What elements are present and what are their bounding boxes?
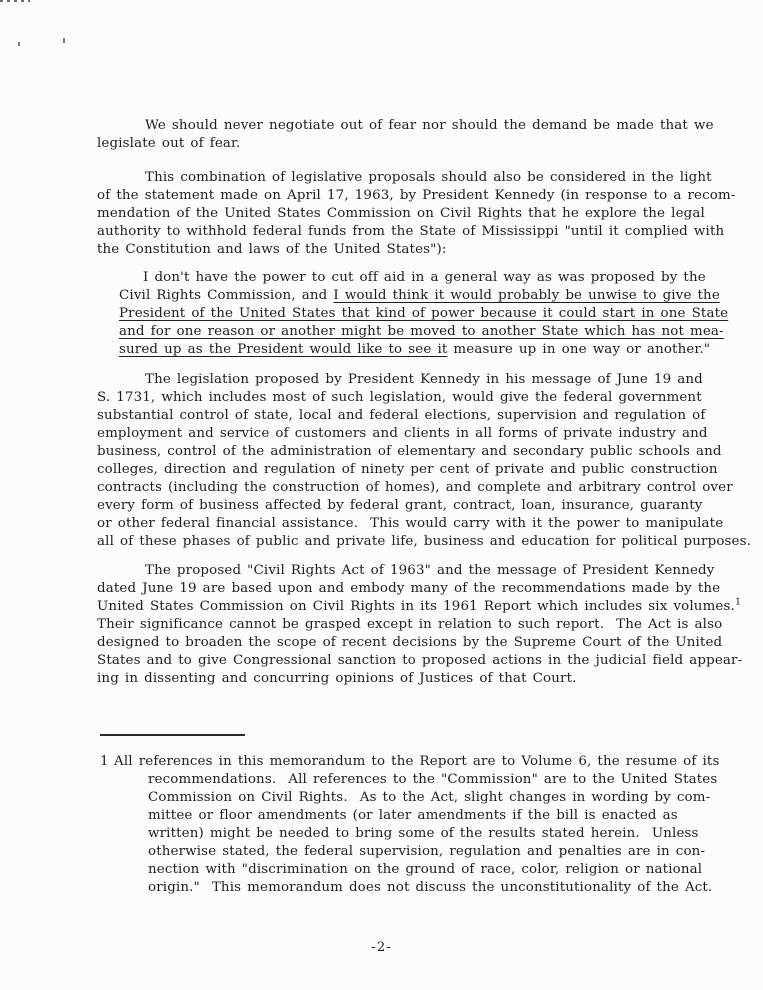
text-line: business, control of the administration of elementary and secondary public schools and xyxy=(97,444,722,459)
text-line: This combination of legislative proposals should also be considered in the light xyxy=(145,170,712,185)
quote-text: Civil Rights Commission, and xyxy=(119,288,334,303)
footnote-block xyxy=(100,753,719,897)
text-line: Their significance cannot be grasped except in relation to such report. The Act is also xyxy=(97,617,723,632)
quote-text: I don't have the power to cut off aid in a general way as was proposed by the xyxy=(143,270,706,285)
text-line: or other federal financial assistance. This would carry with it the power to manipulate xyxy=(97,516,724,531)
text-line: the Constitution and laws of the United States"): xyxy=(97,242,447,257)
text-line: authority to withhold federal funds from the State of Mississippi "until it complied with xyxy=(97,224,725,239)
body-text: United States Commission on Civil Rights in its 1961 Report which includes six volumes. xyxy=(97,599,735,614)
text-line: substantial control of state, local and federal elections, supervision and regulation of xyxy=(97,408,706,423)
scan-artifact-speck xyxy=(63,38,65,43)
text-line: dated June 19 are based upon and embody many of the recommendations made by the xyxy=(97,581,721,596)
text-line: legislate out of fear. xyxy=(97,136,241,151)
block-quote-kennedy xyxy=(119,269,728,359)
text-line xyxy=(97,598,742,616)
paragraph-proposed-act xyxy=(97,562,742,688)
footnote-ref-1: 1 xyxy=(734,596,741,608)
text-line xyxy=(119,269,728,287)
quote-underlined-text: and for one reason or another might be moved to another State which has not mea- xyxy=(119,324,724,339)
text-line: We should never negotiate out of fear nor should the demand be made that we xyxy=(145,118,714,133)
paragraph-opening xyxy=(97,117,714,153)
text-line: every form of business affected by federal grant, contract, loan, insurance, guaranty xyxy=(97,498,703,513)
text-line: colleges, direction and regulation of ninety per cent of private and public construction xyxy=(97,462,718,477)
text-line xyxy=(119,305,728,323)
text-line: otherwise stated, the federal supervision, regulation and penalties are in con- xyxy=(148,844,706,859)
quote-underlined-text: sured up as the President would like to see it xyxy=(119,342,448,357)
quote-underlined-text: President of the United States that kind of power because it could start in one State xyxy=(119,306,729,321)
footnote-marker: 1 xyxy=(100,754,109,769)
text-line: mendation of the United States Commission on Civil Rights that he explore the legal xyxy=(97,206,705,221)
text-line: recommendations. All references to the "Commission" are to the United States xyxy=(148,772,718,787)
text-line xyxy=(119,287,728,305)
footnote-separator-rule xyxy=(100,734,245,736)
text-line xyxy=(119,341,728,359)
text-line: mittee or floor amendments (or later amendments if the bill is enacted as xyxy=(148,808,678,823)
text-line: The proposed "Civil Rights Act of 1963" and the message of President Kennedy xyxy=(145,563,715,578)
text-line: written) might be needed to bring some of the results stated herein. Unless xyxy=(148,826,699,841)
scan-artifact-dashes xyxy=(0,0,30,2)
text-line: designed to broaden the scope of recent decisions by the Supreme Court of the United xyxy=(97,635,723,650)
text-line: ing in dissenting and concurring opinions of Justices of that Court. xyxy=(97,671,577,686)
text-line: States and to give Congressional sanction to proposed actions in the judicial field appear- xyxy=(97,653,743,668)
paragraph-kennedy-statement xyxy=(97,169,736,259)
quote-underlined-text: I would think it would probably be unwise to give the xyxy=(333,288,720,303)
text-line: nection with "discrimination on the ground of race, color, religion or national xyxy=(148,862,703,877)
scan-artifact-speck xyxy=(18,42,20,46)
text-line: The legislation proposed by President Kennedy in his message of June 19 and xyxy=(145,372,703,387)
text-line: origin." This memorandum does not discuss the unconstitutionality of the Act. xyxy=(148,880,713,895)
text-line: employment and service of customers and clients in all forms of private industry and xyxy=(97,426,708,441)
text-line: Commission on Civil Rights. As to the Act, slight changes in wording by com- xyxy=(148,790,711,805)
text-line: contracts (including the construction of homes), and complete and arbitrary control over xyxy=(97,480,733,495)
quote-text: measure up in one way or another." xyxy=(447,342,711,357)
text-line: all of these phases of public and private life, business and education for political purposes. xyxy=(97,534,752,549)
footnote-text: All references in this memorandum to the Report are to Volume 6, the resume of its xyxy=(114,754,720,769)
text-line: S. 1731, which includes most of such legislation, would give the federal government xyxy=(97,390,702,405)
page-number: -2- xyxy=(371,940,392,955)
text-line xyxy=(119,323,728,341)
text-line xyxy=(100,753,719,771)
paragraph-legislation xyxy=(97,371,751,551)
text-line: of the statement made on April 17, 1963, by President Kennedy (in response to a recom- xyxy=(97,188,736,203)
